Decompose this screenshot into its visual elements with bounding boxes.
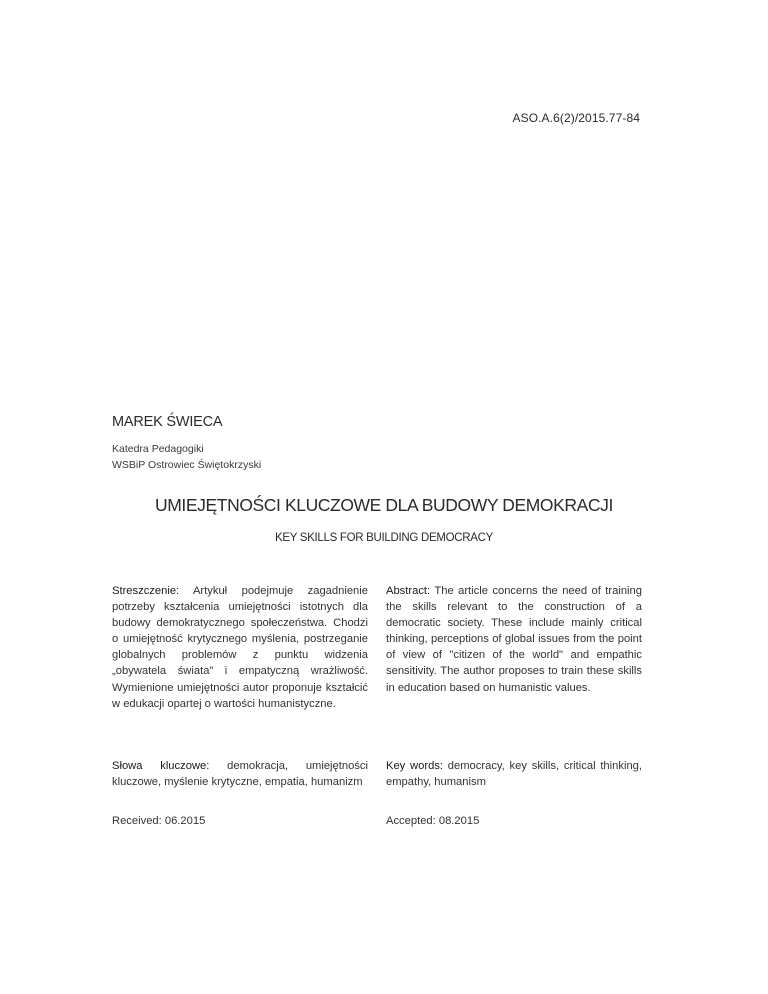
- accepted-date: Accepted: 08.2015: [386, 815, 480, 827]
- received-date: Received: 06.2015: [112, 815, 206, 827]
- author-name: MAREK ŚWIECA: [112, 414, 223, 430]
- article-title: UMIEJĘTNOŚCI KLUCZOWE DLA BUDOWY DEMOKRACJI: [155, 495, 613, 515]
- article-reference: ASO.A.6(2)/2015.77-84: [512, 111, 640, 125]
- keywords-english-text: democracy, key skills, critical thinking, empathy, humanism: [386, 760, 642, 789]
- keywords-polish: [112, 758, 368, 790]
- keywords-english-label: Key words:: [386, 760, 444, 772]
- author-affiliation: [112, 441, 261, 473]
- keywords-english: [386, 758, 642, 790]
- abstract-english-text: The article concerns the need of training the skills relevant to the construction of a democratic society. These include mainly critical thinking, perceptions of global issues from the point of view of "citizen of the world" and empathic sensitivity. The author proposes to train these skills in education based on humanistic values.: [386, 585, 642, 694]
- keywords-polish-text: demokracja, umiejętności kluczowe, myślenie krytyczne, empatia, humanizm: [112, 760, 368, 789]
- abstract-polish: [112, 583, 368, 712]
- article-subtitle: KEY SKILLS FOR BUILDING DEMOCRACY: [274, 532, 494, 544]
- keywords-polish-label: Słowa kluczowe:: [112, 760, 210, 772]
- abstract-english: [386, 583, 642, 696]
- abstract-english-label: Abstract:: [386, 585, 431, 597]
- affiliation-line-department: Katedra Pedagogiki: [112, 443, 204, 455]
- abstract-polish-text: Artykuł podejmuje zagadnienie potrzeby kształcenia umiejętności istotnych dla budowy demokratycznego społeczeństwa. Chodzi o umiejętność krytycznego myślenia, postrzeganie globalnych problemów z punktu widzenia „obywatela świata” i empatyczną wrażliwość. Wymienione umiejętności autor proponuje kształcić w edukacji opartej o wartości humanistyczne.: [112, 585, 368, 710]
- affiliation-line-institution: WSBiP Ostrowiec Świętokrzyski: [112, 459, 262, 471]
- abstract-polish-label: Streszczenie:: [112, 585, 180, 597]
